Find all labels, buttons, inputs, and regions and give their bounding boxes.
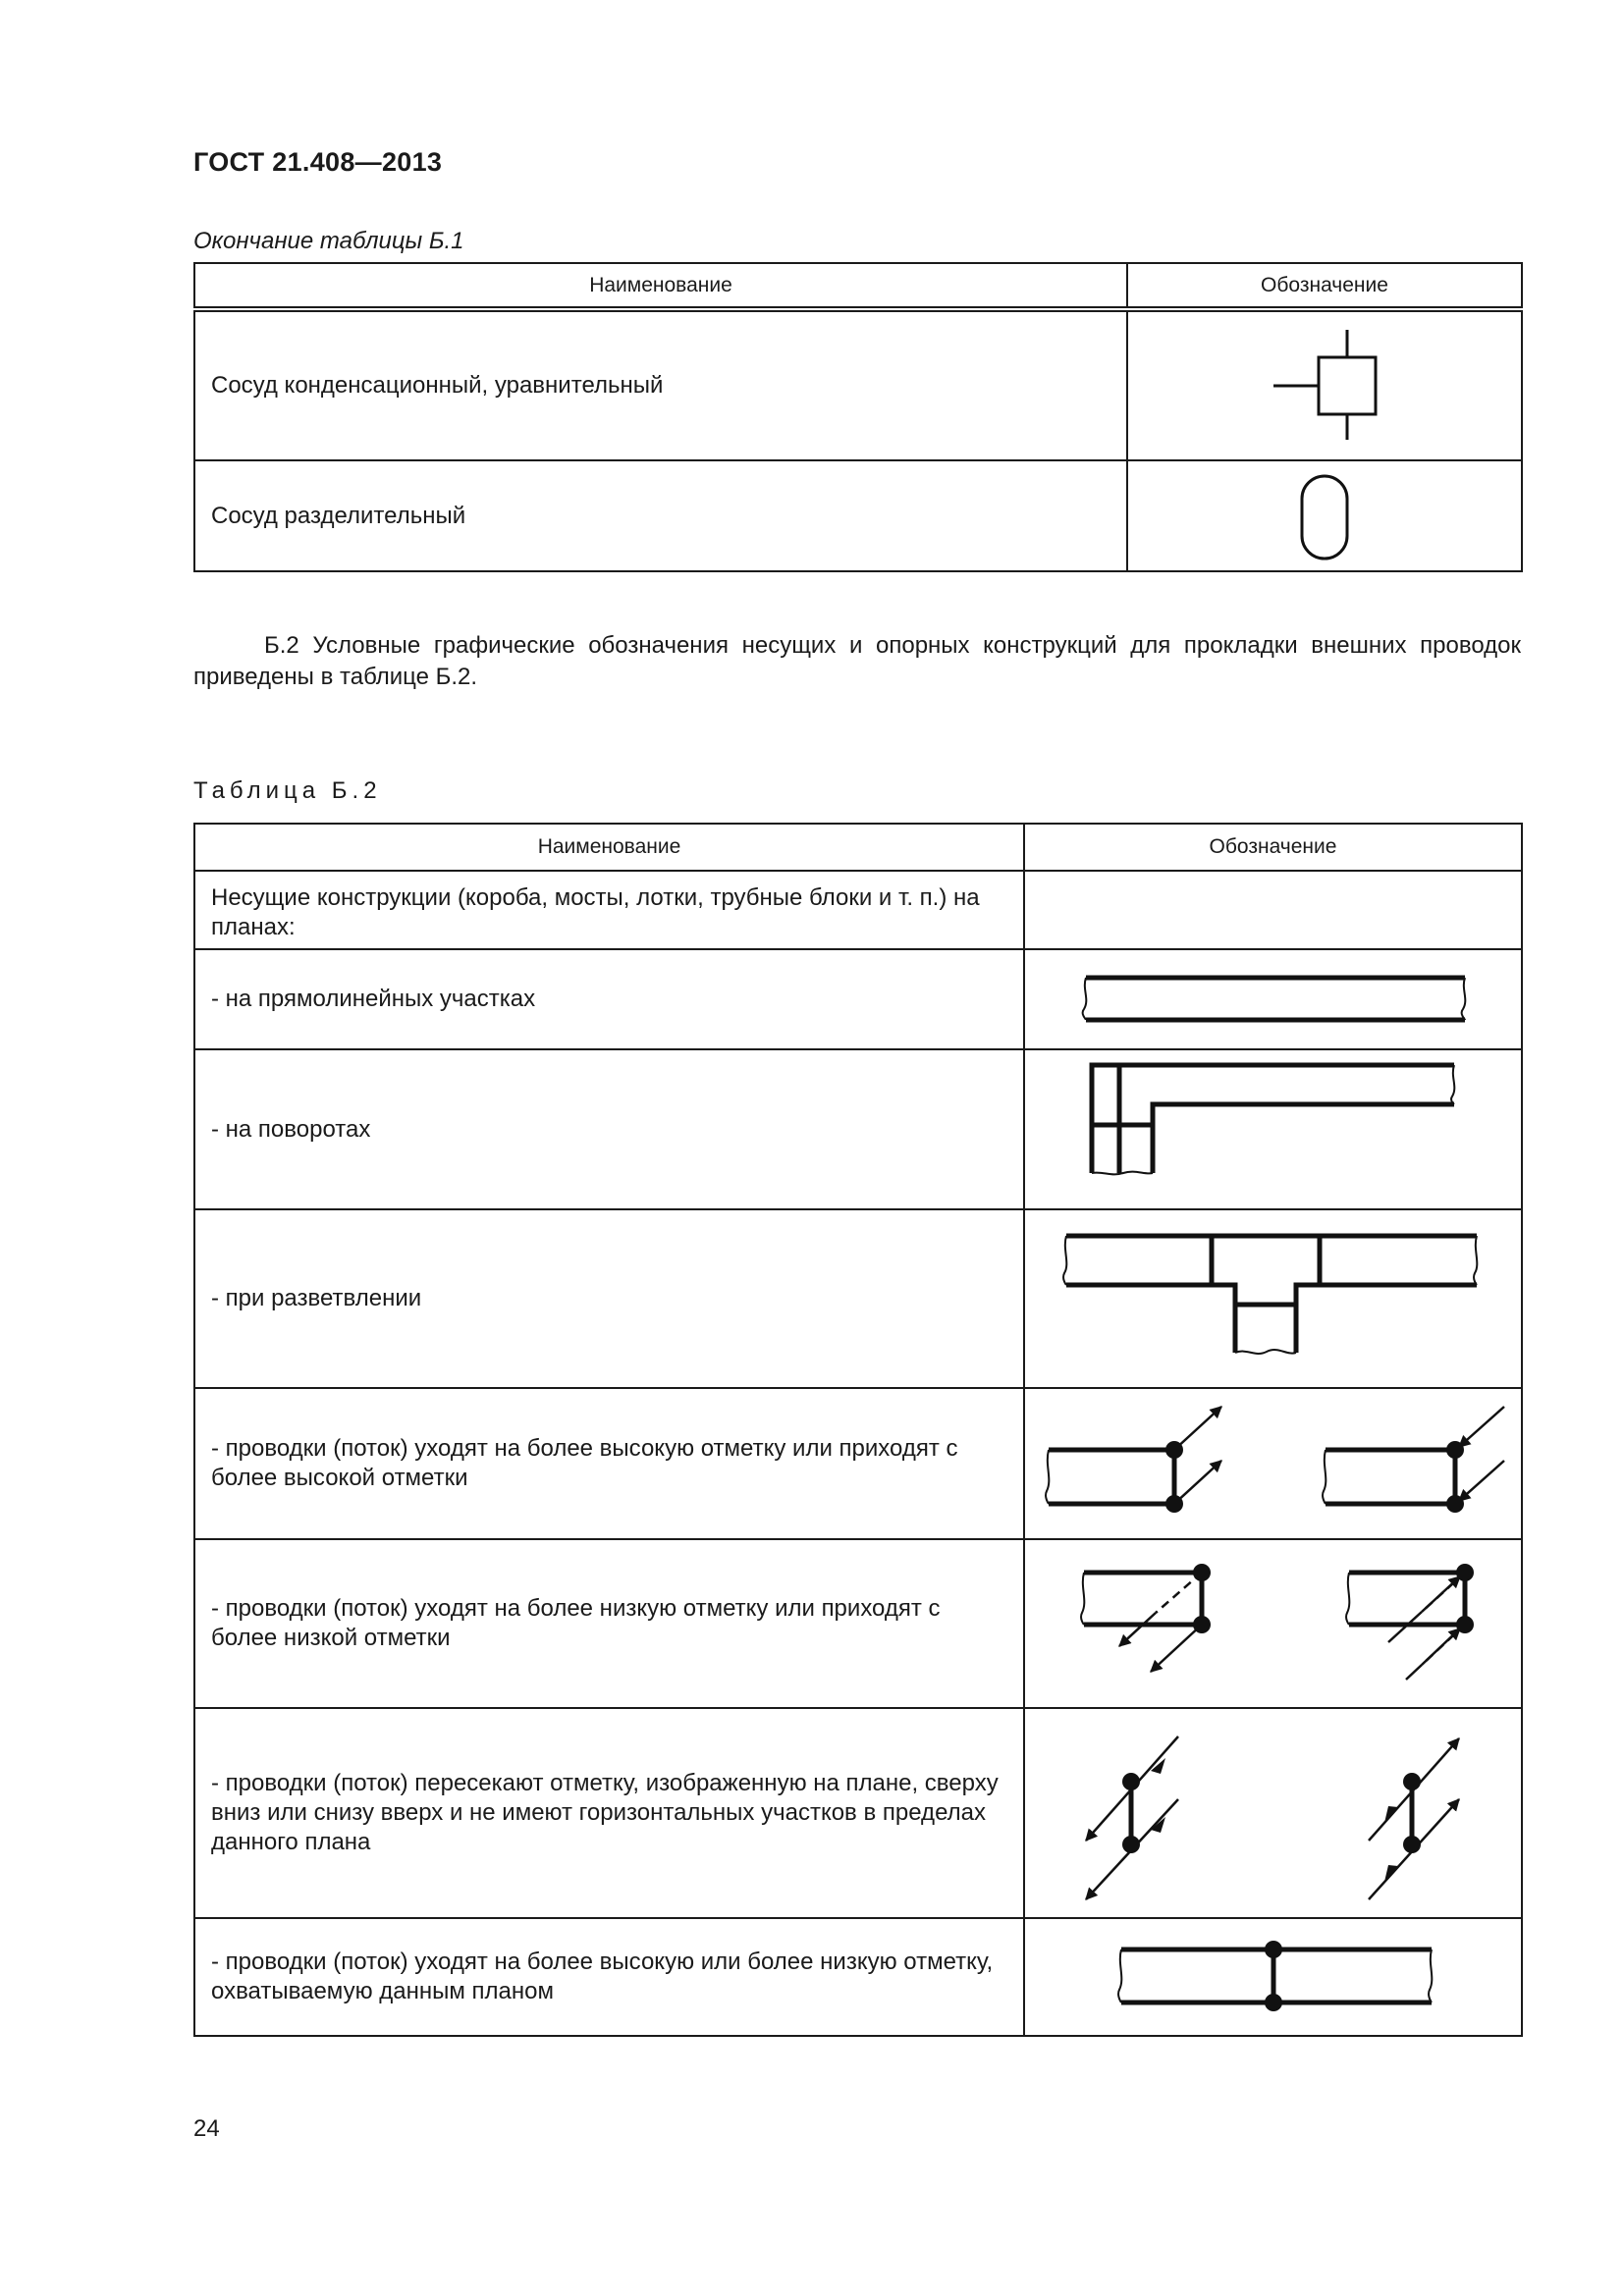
page-number: 24 — [193, 2115, 220, 2142]
row-name: - проводки (поток) уходят на более высокую или более низкую отметку, охватываемую данным планом — [194, 1918, 1024, 2036]
column-header-symbol: Обозначение — [1127, 263, 1522, 309]
table-b2 — [193, 823, 1523, 2037]
row-name: - при разветвлении — [194, 1209, 1024, 1388]
table-row — [194, 1918, 1522, 2036]
table-row — [194, 1539, 1522, 1708]
row-name: - на поворотах — [194, 1049, 1024, 1209]
go-lower-symbol — [1024, 1539, 1522, 1708]
table-row — [194, 1209, 1522, 1388]
table2-caption: Таблица Б.2 — [193, 777, 382, 804]
table-row — [194, 871, 1522, 949]
row-name: - на прямолинейных участках — [194, 949, 1024, 1049]
row-name: - проводки (поток) уходят на более низкую отметку или приходят с более низкой отметки — [194, 1539, 1024, 1708]
table-row — [194, 460, 1522, 571]
row-name: Несущие конструкции (короба, мосты, лотки, трубные блоки и т. п.) на планах: — [194, 871, 1024, 949]
column-header-name: Наименование — [194, 263, 1127, 309]
row-name: - проводки (поток) пересекают отметку, изображенную на плане, сверху вниз или снизу вверх и не имеют горизонтальных участков в пределах данного плана — [194, 1708, 1024, 1918]
straight-section-symbol — [1024, 949, 1522, 1049]
row-name: Сосуд разделительный — [194, 460, 1127, 571]
within-plan-symbol — [1024, 1918, 1522, 2036]
empty-symbol-cell — [1024, 871, 1522, 949]
go-higher-symbol — [1024, 1388, 1522, 1539]
table-row — [194, 949, 1522, 1049]
document-code: ГОСТ 21.408—2013 — [193, 147, 443, 177]
turn-symbol — [1024, 1049, 1522, 1209]
table-row — [194, 1049, 1522, 1209]
paragraph-b2: Б.2 Условные графические обозначения несущих и опорных конструкций для прокладки внешних проводок приведены в таблице Б.2. — [193, 632, 1521, 690]
cross-level-symbol — [1024, 1708, 1522, 1918]
branch-symbol — [1024, 1209, 1522, 1388]
table-row — [194, 1388, 1522, 1539]
table-row — [194, 309, 1522, 460]
column-header-name: Наименование — [194, 824, 1024, 871]
separating-vessel-symbol — [1127, 460, 1522, 571]
row-name: - проводки (поток) уходят на более высокую отметку или приходят с более высокой отметки — [194, 1388, 1024, 1539]
table1-caption: Окончание таблицы Б.1 — [193, 228, 464, 254]
table-row — [194, 1708, 1522, 1918]
row-name: Сосуд конденсационный, уравнительный — [194, 309, 1127, 460]
table-b1-end — [193, 262, 1523, 572]
column-header-symbol: Обозначение — [1024, 824, 1522, 871]
condensation-vessel-symbol — [1127, 309, 1522, 460]
